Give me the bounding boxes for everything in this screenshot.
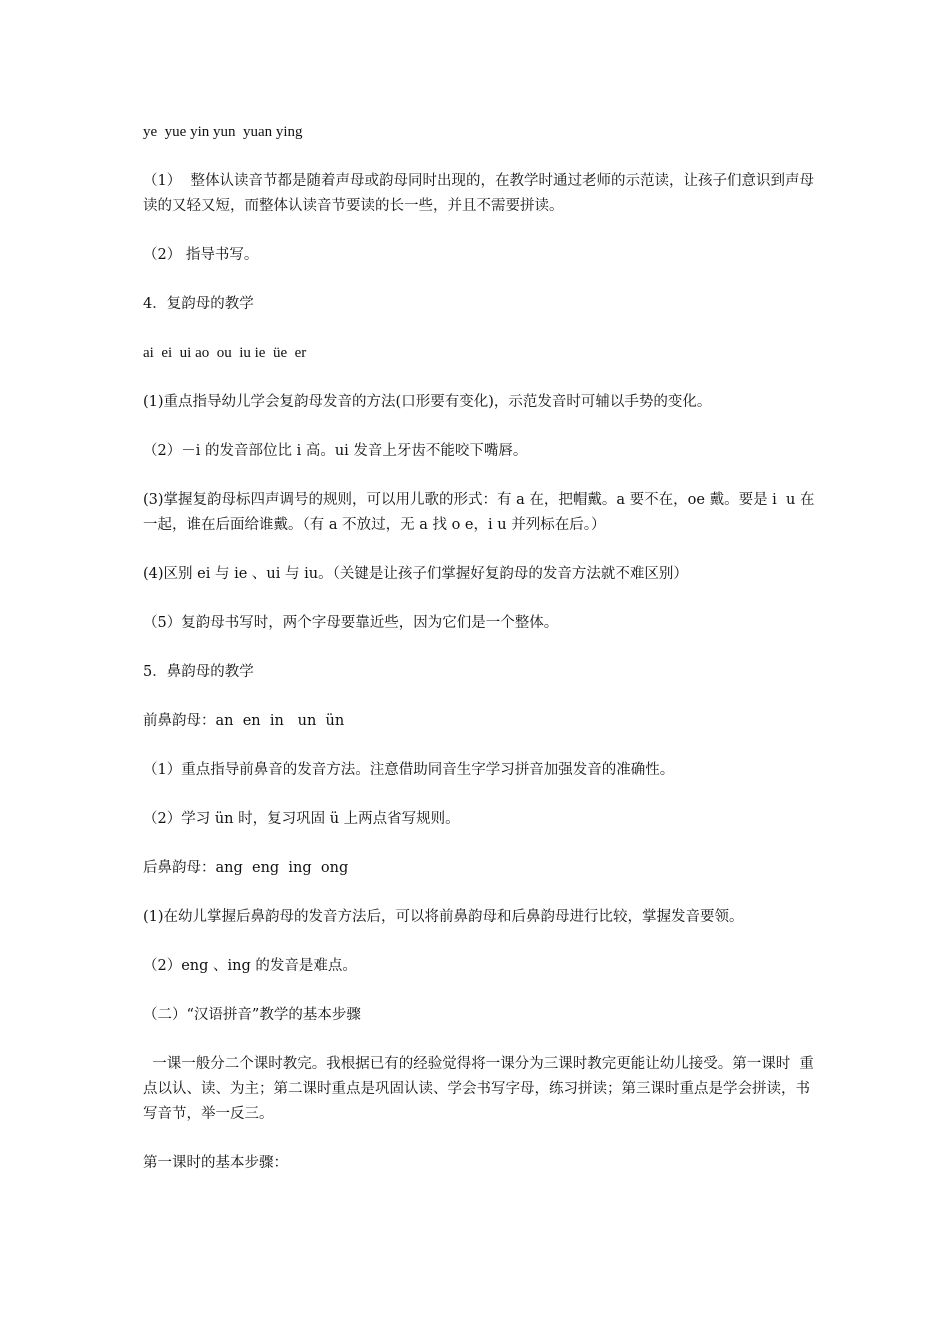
pinyin-syllables-line: ye yue yin yun yuan ying — [143, 124, 303, 140]
paragraph-back-nasal-point-1: (1)在幼儿掌握后鼻韵母的发音方法后，可以将前鼻韵母和后鼻韵母进行比较，掌握发音要领。 — [143, 909, 744, 925]
front-nasal-finals-list: 前鼻韵母：an en in un ün — [143, 713, 345, 729]
paragraph-compound-point-2: （2）－i 的发音部位比 i 高。ui 发音上牙齿不能咬下嘴唇。 — [143, 443, 528, 459]
section-heading-compound-finals: 4．复韵母的教学 — [143, 296, 254, 312]
section-heading-nasal-finals: 5．鼻韵母的教学 — [143, 664, 254, 680]
compound-finals-list: ai ei ui ao ou iu ie üe er — [143, 345, 307, 361]
paragraph-writing-guide: （2） 指导书写。 — [143, 247, 259, 263]
paragraph-compound-point-4: (4)区别 ei 与 ie 、ui 与 iu。（关键是让孩子们掌握好复韵母的发音方法就不难区别） — [143, 566, 688, 582]
back-nasal-finals-list: 后鼻韵母：ang eng ing ong — [143, 860, 349, 876]
section-heading-basic-steps: （二）“汉语拼音”教学的基本步骤 — [143, 1007, 361, 1023]
paragraph-lesson-plan: 一课一般分二个课时教完。我根据已有的经验觉得将一课分为三课时教完更能让幼儿接受。第一课时 重点以认、读、为主；第二课时重点是巩固认读、学会书写字母，练习拼读；第三课时重点是学会拼读，书写音节，举一反三。 — [143, 1056, 814, 1122]
paragraph-back-nasal-point-2: （2）eng 、ing 的发音是难点。 — [143, 958, 357, 974]
paragraph-compound-point-1: (1)重点指导幼儿学会复韵母发音的方法(口形要有变化)，示范发音时可辅以手势的变化。 — [143, 394, 712, 410]
paragraph-whole-syllables-note: （1） 整体认读音节都是随着声母或韵母同时出现的，在教学时通过老师的示范读，让孩子们意识到声母读的又轻又短，而整体认读音节要读的长一些，并且不需要拼读。 — [143, 173, 814, 214]
document-body — [143, 120, 815, 1200]
paragraph-front-nasal-point-1: （1）重点指导前鼻音的发音方法。注意借助同音生字学习拼音加强发音的准确性。 — [143, 762, 675, 778]
paragraph-compound-point-5: （5）复韵母书写时，两个字母要靠近些，因为它们是一个整体。 — [143, 615, 559, 631]
paragraph-compound-point-3: (3)掌握复韵母标四声调号的规则，可以用儿歌的形式：有 a 在，把帽戴。a 要不在，oe 戴。要是 i u 在一起，谁在后面给谁戴。（有 a 不放过，无 a 找 o e，i u 并列标在后。） — [143, 492, 815, 533]
paragraph-first-lesson-steps: 第一课时的基本步骤： — [143, 1155, 288, 1171]
paragraph-front-nasal-point-2: （2）学习 ün 时，复习巩固 ü 上两点省写规则。 — [143, 811, 460, 827]
